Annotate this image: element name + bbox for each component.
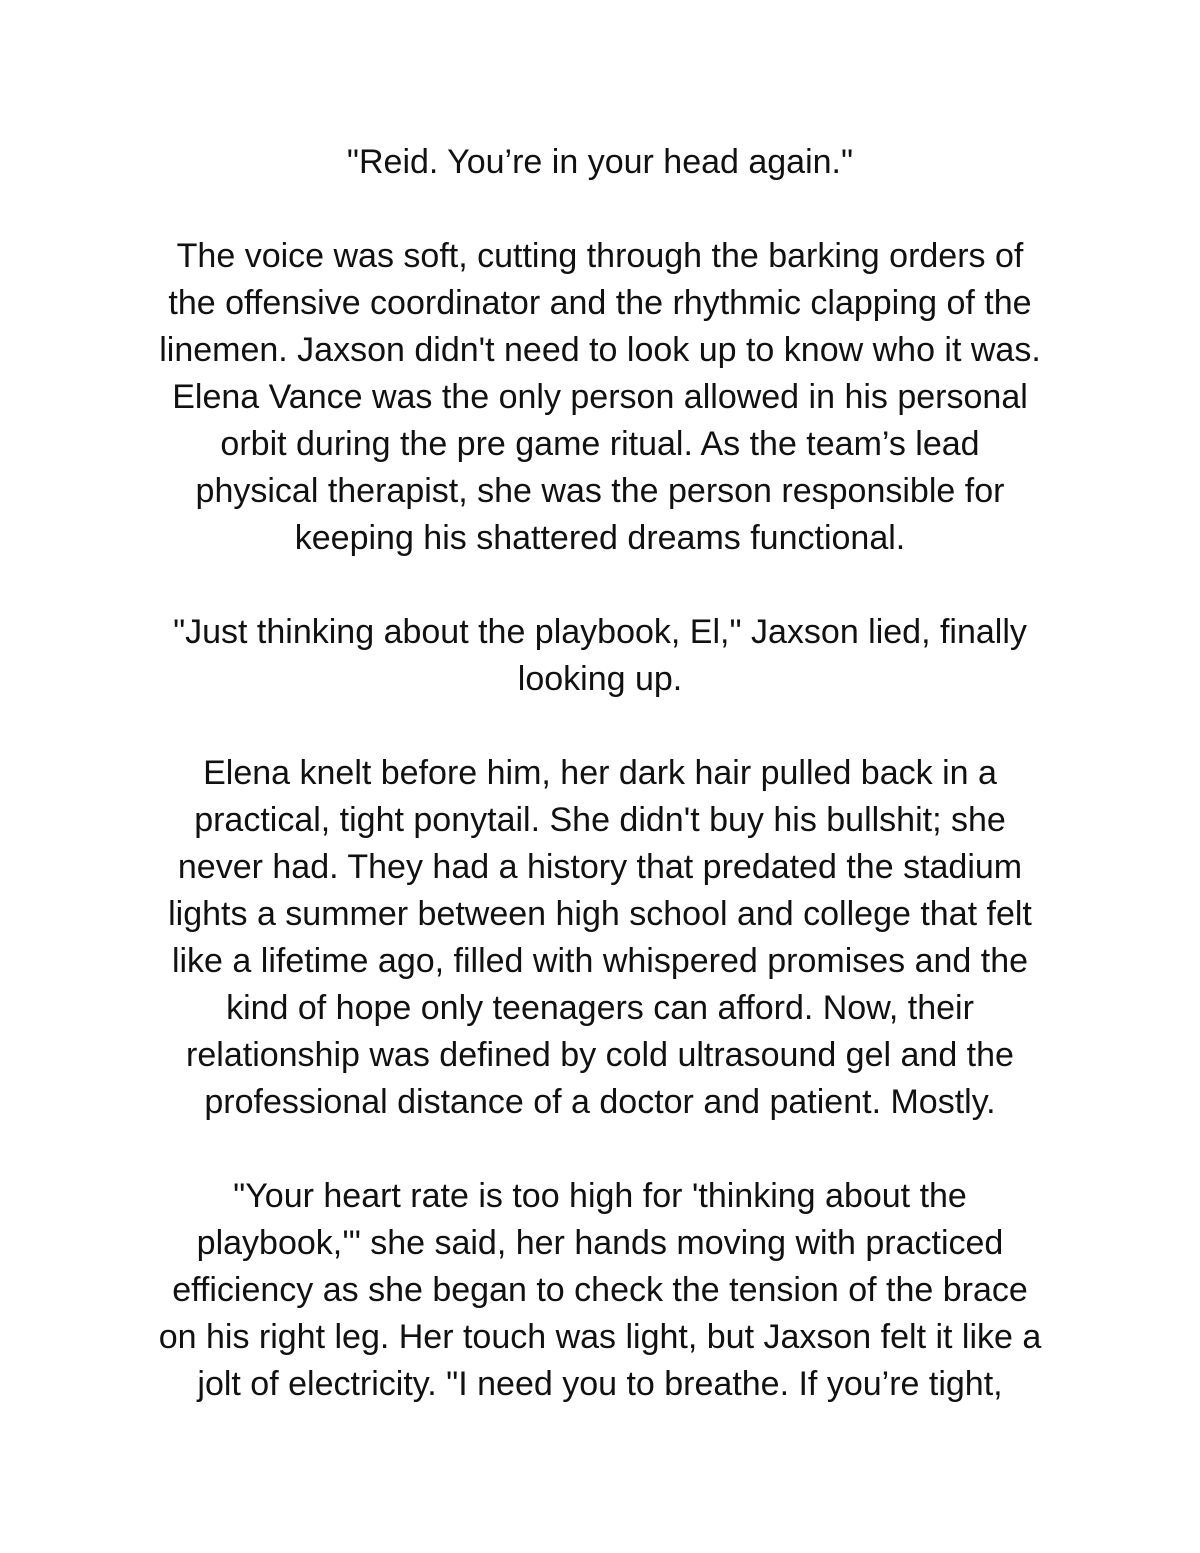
text-line: The voice was soft, cutting through the barking orders of xyxy=(176,237,1024,275)
text-line: linemen. Jaxson didn't need to look up to know who it was. xyxy=(159,331,1041,369)
text-line: lights a summer between high school and college that felt xyxy=(168,895,1032,933)
text-line: keeping his shattered dreams functional. xyxy=(294,519,906,557)
text-line: "Your heart rate is too high for 'thinking about the xyxy=(233,1177,967,1215)
paragraph-2 xyxy=(120,233,1080,562)
text-line: "Just thinking about the playbook, El," Jaxson lied, finally xyxy=(173,613,1027,651)
text-line: kind of hope only teenagers can afford. Now, their xyxy=(226,989,974,1027)
text-line: playbook,'" she said, her hands moving with practiced xyxy=(196,1224,1004,1262)
paragraph-5 xyxy=(120,1173,1080,1408)
text-line: efficiency as she began to check the tension of the brace xyxy=(172,1271,1028,1309)
text-line: relationship was defined by cold ultrasound gel and the xyxy=(186,1036,1014,1074)
text-line: Elena knelt before him, her dark hair pulled back in a xyxy=(203,754,997,792)
story-text xyxy=(120,139,1080,1408)
text-line: Elena Vance was the only person allowed in his personal xyxy=(172,378,1028,416)
text-line: professional distance of a doctor and patient. Mostly. xyxy=(204,1083,996,1121)
text-line: looking up. xyxy=(517,660,683,698)
text-line: "Reid. You’re in your head again." xyxy=(346,143,854,181)
text-line: the offensive coordinator and the rhythmic clapping of the xyxy=(168,284,1032,322)
text-line: never had. They had a history that predated the stadium xyxy=(177,848,1023,886)
paragraph-4 xyxy=(120,750,1080,1126)
text-line: like a lifetime ago, filled with whispered promises and the xyxy=(171,942,1029,980)
text-line: on his right leg. Her touch was light, but Jaxson felt it like a xyxy=(158,1318,1042,1356)
text-line: orbit during the pre game ritual. As the team’s lead xyxy=(220,425,980,463)
text-line: physical therapist, she was the person responsible for xyxy=(195,472,1005,510)
text-line: practical, tight ponytail. She didn't buy his bullshit; she xyxy=(194,801,1006,839)
text-line: jolt of electricity. "I need you to breathe. If you’re tight, xyxy=(197,1365,1003,1403)
paragraph-3 xyxy=(120,609,1080,703)
paragraph-1 xyxy=(120,139,1080,186)
